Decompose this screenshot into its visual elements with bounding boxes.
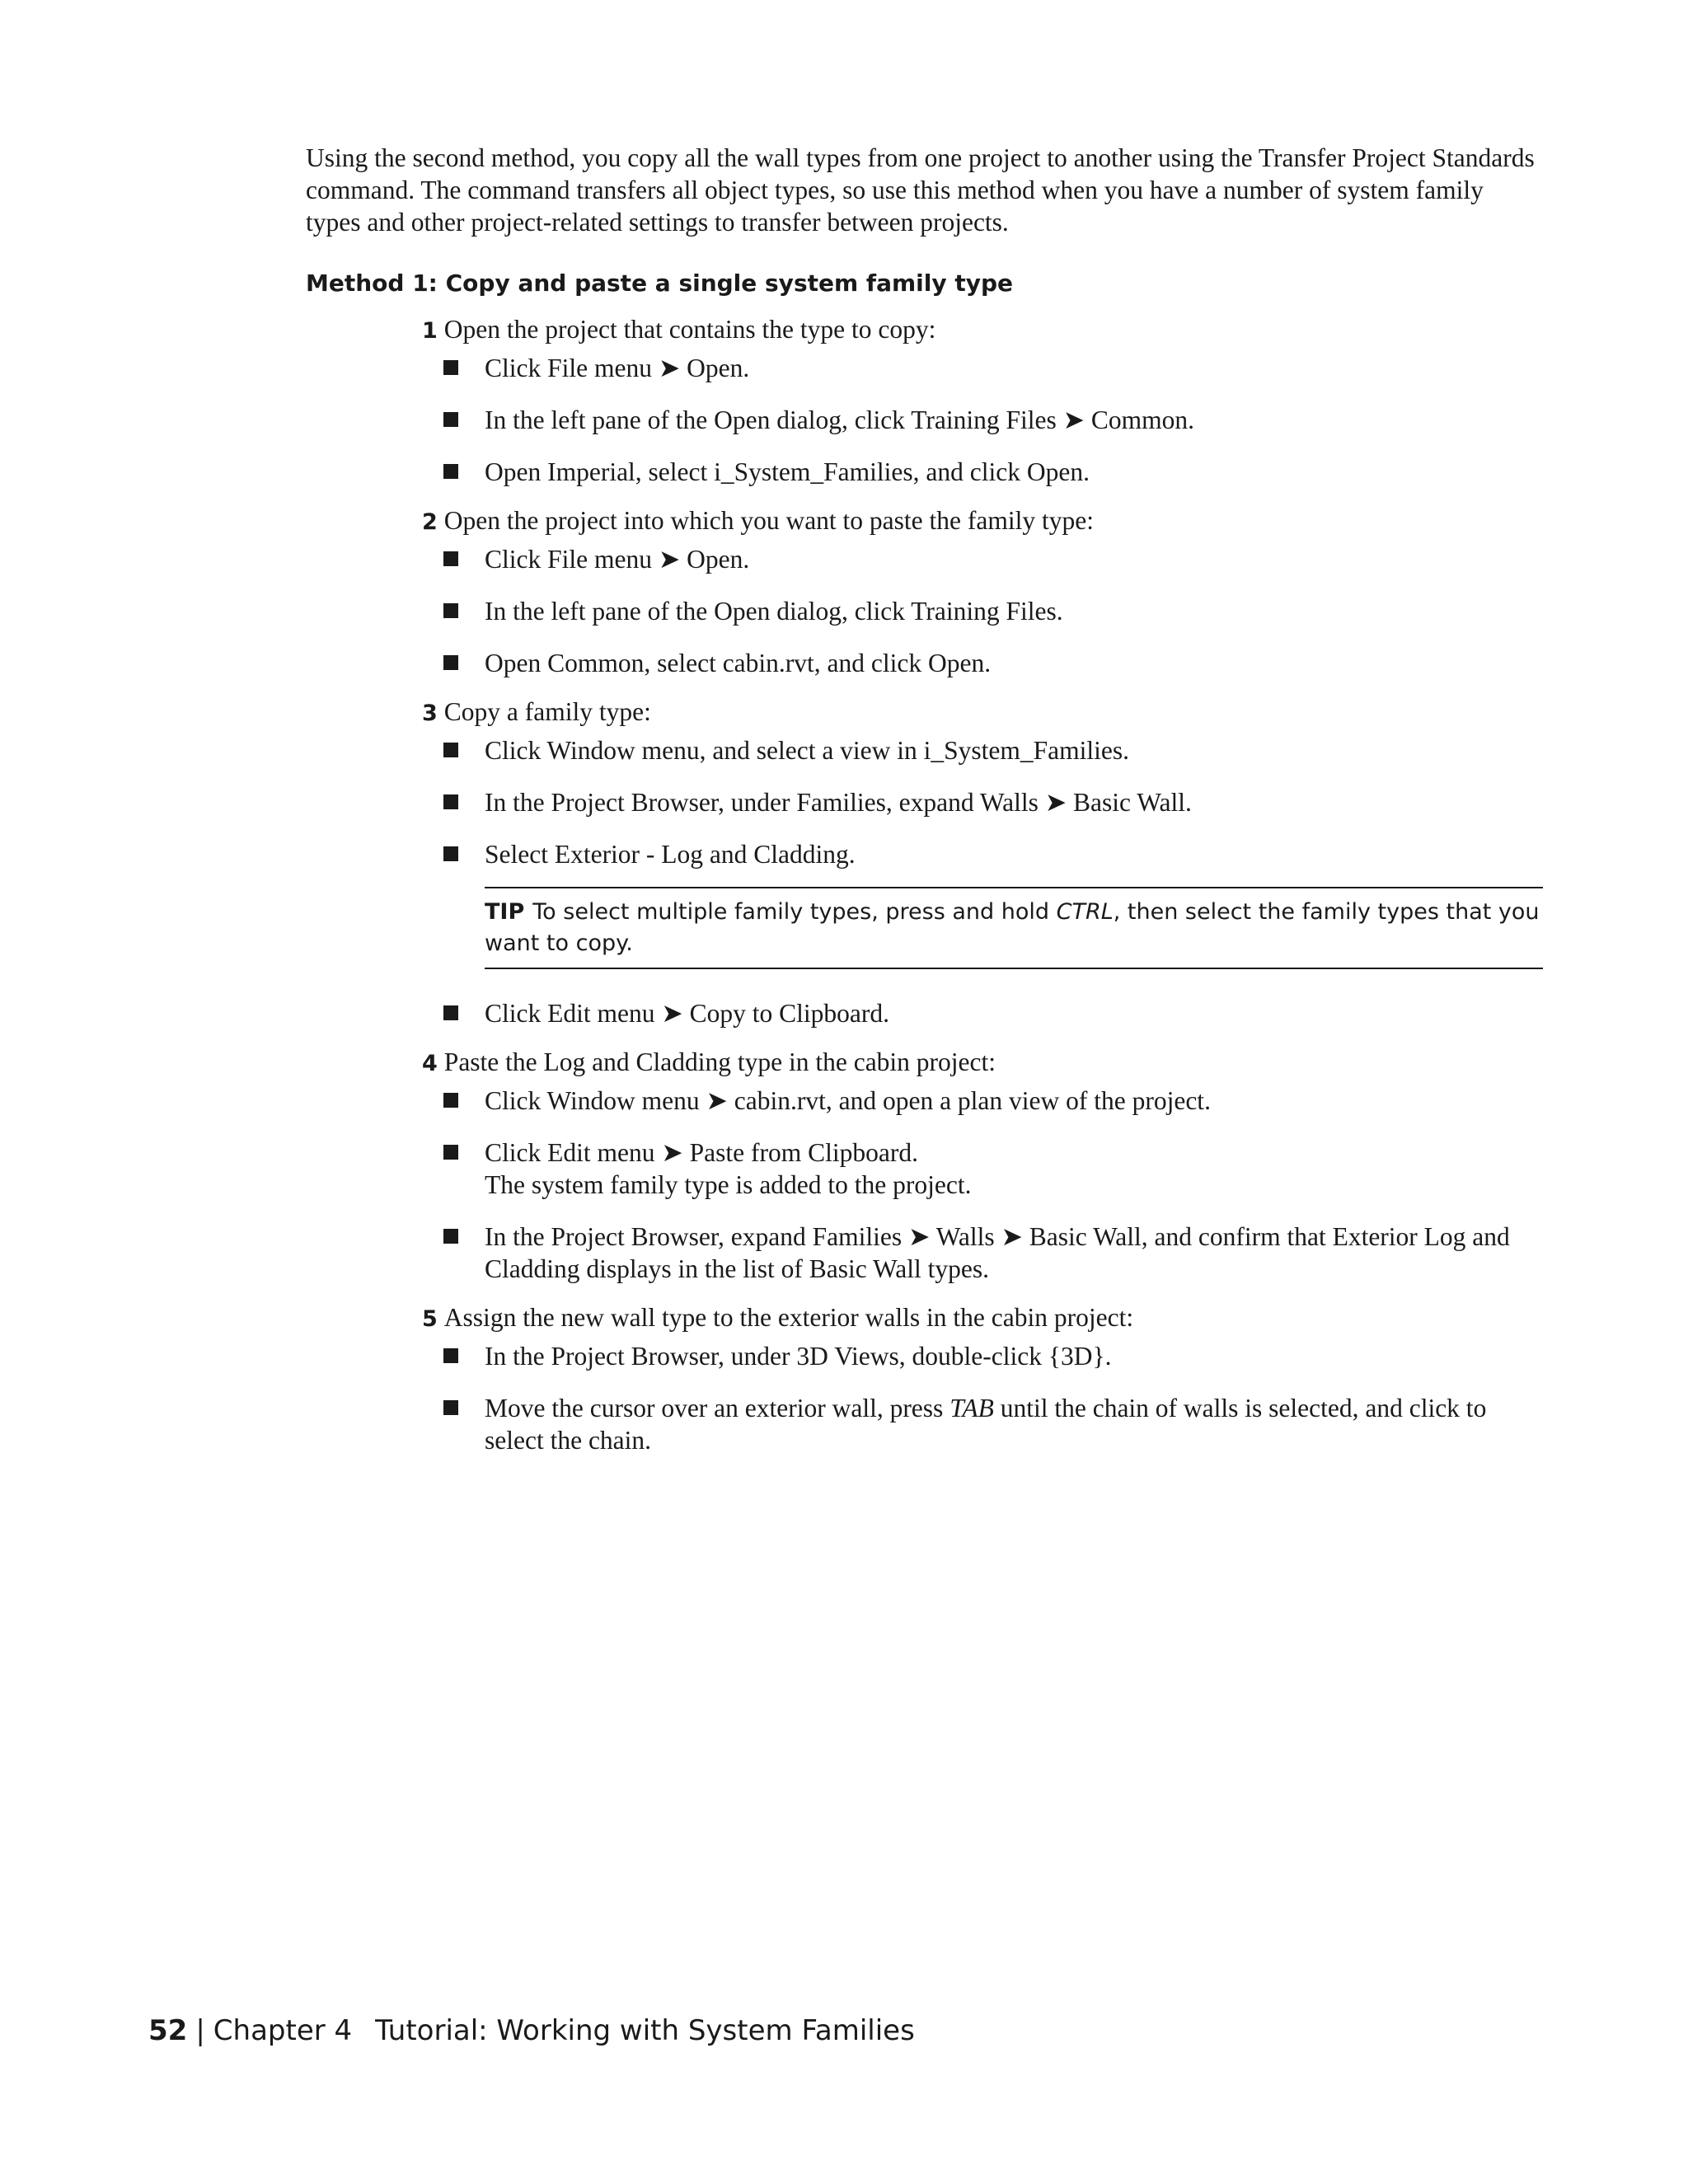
list-item: Move the cursor over an exterior wall, press TAB until the chain of walls is selected, and click to select the chain. xyxy=(422,1392,1543,1456)
step-text: Assign the new wall type to the exterior walls in the cabin project: xyxy=(443,1303,1134,1332)
bullet-square-icon xyxy=(443,551,458,566)
step-4 xyxy=(422,1046,1543,1285)
steps-list xyxy=(422,313,1543,1473)
step-1 xyxy=(422,313,1543,488)
list-item: Open Imperial, select i_System_Families, and click Open. xyxy=(422,456,1543,488)
footer-separator: | xyxy=(195,2014,205,2047)
bullet-result-text: The system family type is added to the project. xyxy=(485,1170,972,1199)
step-text: Open the project that contains the type to copy: xyxy=(443,315,936,344)
tip-label: TIP xyxy=(485,899,525,925)
bullet-square-icon xyxy=(443,743,458,757)
list-item: In the left pane of the Open dialog, click Training Files. xyxy=(422,595,1543,627)
bullet-list xyxy=(422,543,1543,679)
tip-box: TIP To select multiple family types, press and hold CTRL, then select the family types that you want to copy. xyxy=(485,887,1543,969)
list-item: In the Project Browser, expand Families ➤ Walls ➤ Basic Wall, and confirm that Exterior Log and Cladding displays in the list of Basic Wall types. xyxy=(422,1221,1543,1285)
bullet-square-icon xyxy=(443,464,458,479)
bullet-square-icon xyxy=(443,603,458,618)
list-item: Select Exterior - Log and Cladding. xyxy=(422,838,1543,870)
bullet-list xyxy=(422,352,1543,488)
key-ctrl: CTRL xyxy=(1056,899,1114,925)
chapter-title: Tutorial: Working with System Families xyxy=(375,2014,915,2047)
list-item: Click Edit menu ➤ Paste from Clipboard. The system family type is added to the project. xyxy=(422,1137,1543,1201)
bullet-square-icon xyxy=(443,846,458,861)
bullet-list xyxy=(422,997,1543,1029)
bullet-square-icon xyxy=(443,1229,458,1244)
step-number: 4 xyxy=(422,1051,438,1076)
step-number: 1 xyxy=(422,318,438,344)
list-item: In the left pane of the Open dialog, click Training Files ➤ Common. xyxy=(422,404,1543,436)
list-item: In the Project Browser, under 3D Views, double-click {3D}. xyxy=(422,1340,1543,1372)
step-text: Paste the Log and Cladding type in the cabin project: xyxy=(443,1047,996,1076)
list-item: Click File menu ➤ Open. xyxy=(422,352,1543,384)
bullet-list xyxy=(422,1085,1543,1285)
bullet-square-icon xyxy=(443,1145,458,1160)
chapter-label: Chapter 4 xyxy=(213,2014,353,2047)
page-footer xyxy=(148,2013,915,2049)
bullet-square-icon xyxy=(443,1400,458,1415)
bullet-list xyxy=(422,734,1543,870)
list-item: Click File menu ➤ Open. xyxy=(422,543,1543,575)
page-number: 52 xyxy=(148,2014,188,2047)
list-item: Click Edit menu ➤ Copy to Clipboard. xyxy=(422,997,1543,1029)
bullet-square-icon xyxy=(443,1005,458,1020)
bullet-square-icon xyxy=(443,794,458,809)
method-heading: Method 1: Copy and paste a single system family type xyxy=(306,269,1014,297)
list-item: In the Project Browser, under Families, expand Walls ➤ Basic Wall. xyxy=(422,786,1543,818)
step-5 xyxy=(422,1301,1543,1456)
step-number: 2 xyxy=(422,509,438,535)
step-number: 3 xyxy=(422,701,438,726)
step-text: Open the project into which you want to paste the family type: xyxy=(443,506,1094,535)
list-item: Click Window menu ➤ cabin.rvt, and open a plan view of the project. xyxy=(422,1085,1543,1117)
bullet-square-icon xyxy=(443,360,458,375)
bullet-list xyxy=(422,1340,1543,1456)
step-3 xyxy=(422,696,1543,1029)
bullet-square-icon xyxy=(443,1093,458,1108)
list-item: Open Common, select cabin.rvt, and click Open. xyxy=(422,647,1543,679)
list-item: Click Window menu, and select a view in i_System_Families. xyxy=(422,734,1543,766)
bullet-square-icon xyxy=(443,655,458,670)
step-2 xyxy=(422,504,1543,679)
bullet-square-icon xyxy=(443,1348,458,1363)
step-number: 5 xyxy=(422,1306,438,1332)
intro-paragraph: Using the second method, you copy all the wall types from one project to another using the Transfer Project Standards command. The command transfers all object types, so use this method when you have a number of system family types and other project-related settings to transfer between projects. xyxy=(306,143,1535,237)
key-tab: TAB xyxy=(950,1394,994,1422)
bullet-square-icon xyxy=(443,412,458,427)
step-text: Copy a family type: xyxy=(443,697,651,726)
